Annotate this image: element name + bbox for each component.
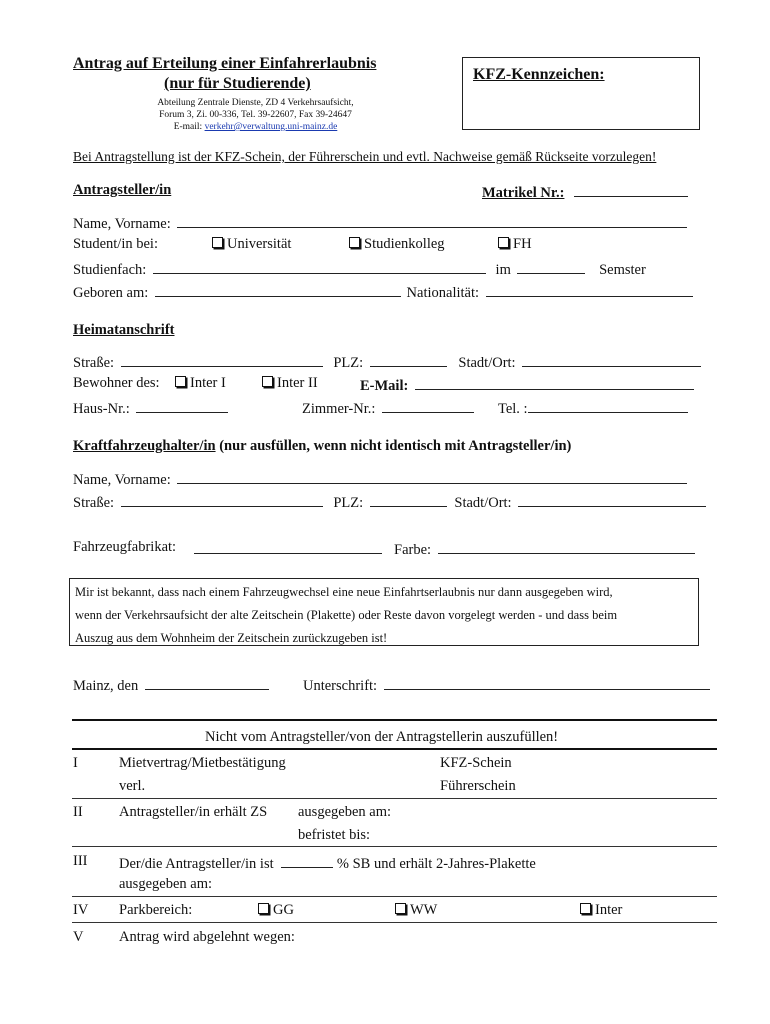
signature-row — [303, 675, 710, 695]
color-label: Farbe: — [394, 542, 432, 558]
nationality-input[interactable] — [486, 282, 693, 297]
tel-label: Tel. : — [498, 401, 528, 417]
row-4-number: IV — [73, 902, 89, 918]
option-inter-label: Inter — [595, 902, 623, 918]
birth-input[interactable] — [155, 282, 401, 297]
date-row — [73, 675, 269, 695]
holder-name-input[interactable] — [177, 469, 687, 484]
email-label: E-mail: — [173, 122, 203, 132]
email-link[interactable]: verkehr@verwaltung.uni-mainz.de — [204, 122, 338, 132]
row-3-applicant: Der/die Antragsteller/in ist — [119, 856, 274, 872]
acknowledgement-notice — [69, 578, 699, 646]
plz-input[interactable] — [370, 352, 447, 367]
row-5-number: V — [73, 929, 84, 945]
make-input-wrap — [194, 539, 382, 559]
row-3-issued: ausgegeben am: — [119, 876, 213, 892]
row-1-rule — [72, 798, 717, 799]
office-heading-rule — [72, 748, 717, 750]
semester-label: Semster — [599, 262, 646, 278]
matrikel-field[interactable] — [574, 182, 688, 197]
house-row — [73, 398, 228, 418]
address-line-2: Forum 3, Zi. 00-336, Tel. 39-22607, Fax 39-24647 — [159, 110, 352, 120]
holder-heading-note: (nur ausfüllen, wenn nicht identisch mit Antragsteller/in) — [219, 438, 572, 454]
checkbox-icon[interactable] — [262, 376, 273, 387]
holder-plz-input[interactable] — [370, 492, 447, 507]
room-row — [302, 398, 474, 418]
office-use-heading: Nicht vom Antragsteller/von der Antragstellerin auszufüllen! — [205, 729, 559, 745]
section-applicant-heading: Antragsteller/in — [73, 182, 172, 198]
department-address — [138, 97, 373, 133]
option-inter-2-label: Inter II — [277, 375, 318, 391]
birth-row — [73, 282, 693, 302]
form-subtitle: (nur für Studierende) — [164, 75, 311, 92]
row-4-rule — [72, 922, 717, 923]
date-input[interactable] — [145, 675, 269, 690]
street-label: Straße: — [73, 355, 115, 371]
checkbox-ww[interactable] — [395, 902, 437, 919]
row-2-rule — [72, 846, 717, 847]
checkbox-fh[interactable] — [498, 236, 532, 253]
row-1-fuehrerschein: Führerschein — [440, 778, 516, 794]
checkbox-inter-1[interactable] — [175, 375, 226, 392]
holder-heading-label: Kraftfahrzeughalter/in — [73, 438, 216, 454]
checkbox-icon[interactable] — [212, 237, 223, 248]
holder-plz-label: PLZ: — [333, 495, 364, 511]
checkbox-gg[interactable] — [258, 902, 294, 919]
option-studienkolleg-label: Studienkolleg — [364, 236, 445, 252]
notice-line-1: Mir ist bekannt, dass nach einem Fahrzeugwechsel eine neue Einfahrtserlaubnis nur dann ausgegeben wird, — [75, 585, 613, 599]
name-label: Name, Vorname: — [73, 216, 171, 232]
name-field[interactable] — [177, 213, 687, 228]
row-1-lease: Mietvertrag/Mietbestätigung — [119, 755, 286, 771]
row-3-number: III — [73, 853, 88, 869]
holder-street-label: Straße: — [73, 495, 115, 511]
street-input[interactable] — [121, 352, 323, 367]
checkbox-inter-2[interactable] — [262, 375, 318, 392]
color-input[interactable] — [438, 539, 695, 554]
holder-city-input[interactable] — [518, 492, 706, 507]
holder-name-row — [73, 469, 687, 489]
row-4-parking: Parkbereich: — [119, 902, 193, 918]
form-title: Antrag auf Erteilung einer Einfahrerlaubnis — [73, 55, 377, 72]
section-holder-heading — [73, 438, 571, 455]
room-label: Zimmer-Nr.: — [302, 401, 376, 417]
email-line — [138, 121, 373, 133]
nationality-label: Nationalität: — [406, 285, 480, 301]
home-email-input[interactable] — [415, 375, 694, 390]
checkbox-studienkolleg[interactable] — [349, 236, 445, 253]
address-line-1: Abteilung Zentrale Dienste, ZD 4 Verkehrsaufsicht, — [157, 98, 354, 108]
checkbox-icon[interactable] — [580, 903, 591, 914]
office-top-rule — [72, 719, 717, 721]
resident-label: Bewohner des: — [73, 375, 160, 391]
house-label: Haus-Nr.: — [73, 401, 130, 417]
im-label: im — [495, 262, 511, 278]
option-ww-label: WW — [410, 902, 438, 918]
row-3-percent-input[interactable] — [281, 853, 333, 868]
instruction-text: Bei Antragstellung ist der KFZ-Schein, der Führerschein und evtl. Nachweise gemäß Rückseite vorzulegen! — [73, 149, 657, 164]
checkbox-icon[interactable] — [258, 903, 269, 914]
home-email-row — [360, 375, 694, 395]
checkbox-icon[interactable] — [498, 237, 509, 248]
checkbox-inter[interactable] — [580, 902, 622, 919]
row-2-number: II — [73, 804, 83, 820]
row-3-text — [119, 853, 536, 873]
checkbox-icon[interactable] — [349, 237, 360, 248]
row-3-rule — [72, 896, 717, 897]
study-field-row — [73, 259, 646, 279]
make-input[interactable] — [194, 539, 382, 554]
matrikel-label: Matrikel Nr.: — [482, 185, 565, 201]
holder-name-label: Name, Vorname: — [73, 472, 171, 488]
notice-line-3: Auszug aus dem Wohnheim der Zeitschein zurückzugeben ist! — [75, 631, 388, 645]
option-gg-label: GG — [273, 902, 294, 918]
make-label: Fahrzeugfabrikat: — [73, 539, 177, 555]
semester-input[interactable] — [517, 259, 585, 274]
row-1-kfz-schein: KFZ-Schein — [440, 755, 512, 771]
option-inter-1-label: Inter I — [190, 375, 226, 391]
color-row — [394, 539, 695, 559]
city-label: Stadt/Ort: — [458, 355, 516, 371]
home-street-row — [73, 352, 701, 372]
kfz-kennzeichen-box[interactable] — [462, 57, 700, 130]
house-input[interactable] — [136, 398, 228, 413]
home-email-label: E-Mail: — [360, 378, 409, 394]
row-1-number: I — [73, 755, 78, 771]
holder-city-label: Stadt/Ort: — [454, 495, 512, 511]
tel-row — [498, 398, 688, 418]
plz-label: PLZ: — [333, 355, 364, 371]
signature-label: Unterschrift: — [303, 678, 378, 694]
row-2-issued: ausgegeben am: — [298, 804, 392, 820]
student-at-label: Student/in bei: — [73, 236, 158, 252]
checkbox-icon[interactable] — [175, 376, 186, 387]
row-1-verl: verl. — [119, 778, 146, 794]
room-input[interactable] — [382, 398, 474, 413]
matrikel-row — [482, 182, 688, 202]
row-2-valid-until: befristet bis: — [298, 827, 371, 843]
option-fh-label: FH — [513, 236, 532, 252]
section-home-heading: Heimatanschrift — [73, 322, 175, 338]
signature-input[interactable] — [384, 675, 710, 690]
checkbox-universitaet[interactable] — [212, 236, 291, 253]
study-field-label: Studienfach: — [73, 262, 147, 278]
study-field-input[interactable] — [153, 259, 486, 274]
notice-line-2: wenn der Verkehrsaufsicht der alte Zeitschein (Plakette) oder Reste davon vorgelegt werden - und dass beim — [75, 608, 618, 622]
row-5-rejected: Antrag wird abgelehnt wegen: — [119, 929, 295, 945]
city-input[interactable] — [522, 352, 701, 367]
holder-street-row — [73, 492, 706, 512]
checkbox-icon[interactable] — [395, 903, 406, 914]
holder-street-input[interactable] — [121, 492, 323, 507]
option-universitaet-label: Universität — [227, 236, 292, 252]
place-date-label: Mainz, den — [73, 678, 139, 694]
kfz-label: KFZ-Kennzeichen: — [473, 66, 605, 83]
birth-label: Geboren am: — [73, 285, 149, 301]
row-2-zs: Antragsteller/in erhält ZS — [119, 804, 268, 820]
row-3-plakette: % SB und erhält 2-Jahres-Plakette — [336, 856, 536, 872]
applicant-name-row — [73, 213, 687, 233]
tel-input[interactable] — [528, 398, 688, 413]
